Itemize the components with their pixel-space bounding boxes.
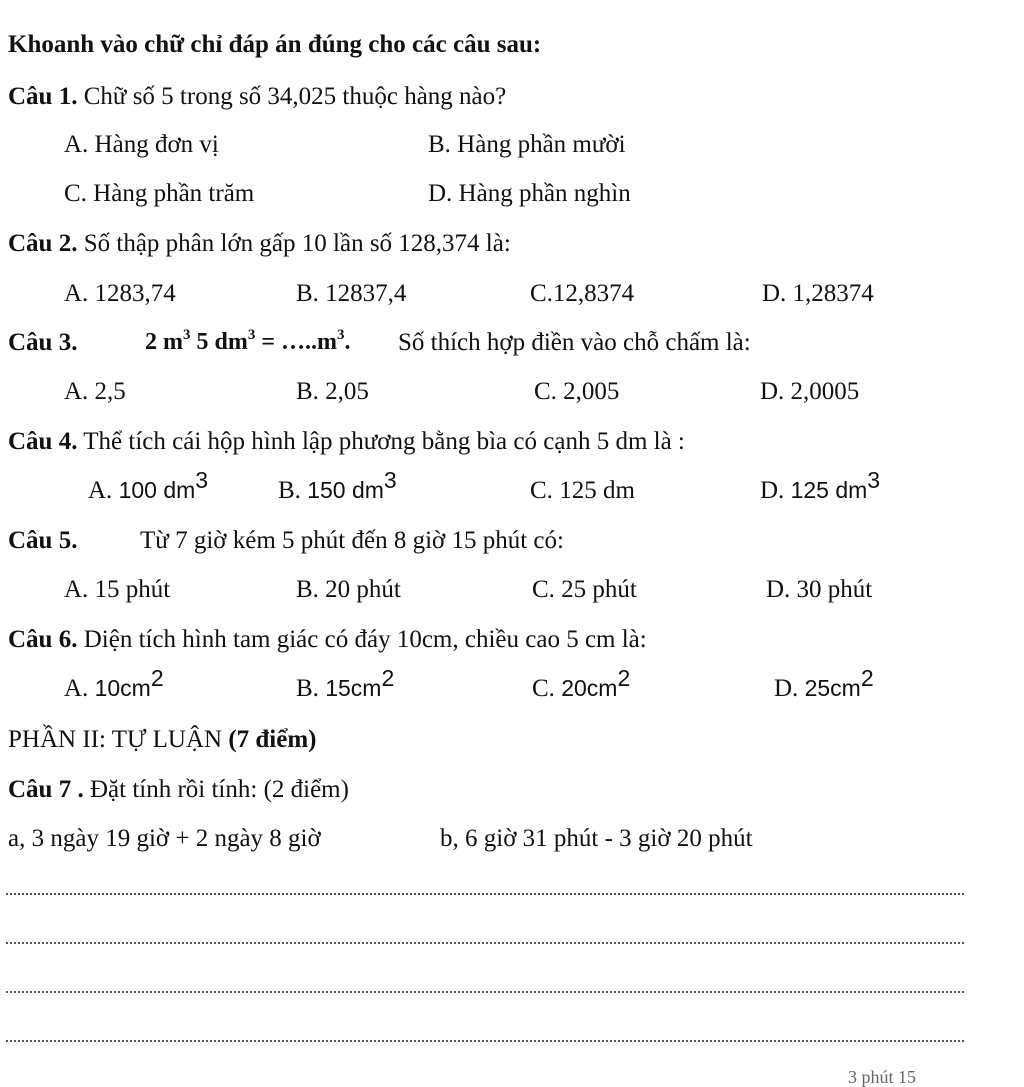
question-3-text: Số thích hợp điền vào chỗ chấm là: (398, 329, 751, 356)
answer-line[interactable] (6, 893, 964, 895)
question-1-option-a[interactable]: A. Hàng đơn vị (64, 131, 219, 158)
question-7-part-b: b, 6 giờ 31 phút - 3 giờ 20 phút (440, 825, 753, 852)
answer-line[interactable] (6, 942, 964, 944)
question-3-option-c[interactable]: C. 2,005 (534, 378, 620, 405)
cut-off-text: 3 phút 15 (848, 1067, 917, 1087)
question-1 (8, 84, 506, 109)
question-6-option-b[interactable]: B. $15cm^2$ (296, 665, 395, 702)
question-7 (8, 777, 349, 802)
answer-line[interactable] (6, 991, 964, 993)
question-4-option-b[interactable]: B. 150 $dm^3$ (278, 467, 397, 504)
question-2 (8, 231, 511, 256)
question-6 (8, 627, 647, 652)
question-3 (8, 330, 77, 355)
part-2-heading: PHẦN II: TỰ LUẬN (7 điểm) (8, 726, 317, 753)
question-5-option-c[interactable]: C. 25 phút (532, 576, 637, 603)
question-1-option-b[interactable]: B. Hàng phần mười (428, 131, 626, 158)
question-3-formula: 2 $m^3$ 5 $dm^3$ = $\dots..m^3$. (145, 327, 351, 355)
question-2-label: Câu 2. (8, 230, 78, 257)
question-2-text: Số thập phân lớn gấp 10 lần số 128,374 là: (77, 230, 511, 257)
question-4 (8, 429, 685, 454)
question-5 (8, 528, 77, 553)
question-2-option-a[interactable]: A. 1283,74 (64, 280, 176, 307)
question-4-option-a[interactable]: A. 100 $dm^3$ (88, 467, 209, 504)
instructions-heading: Khoanh vào chữ chỉ đáp án đúng cho các câu sau: (8, 31, 542, 58)
question-7-label: Câu 7 . (8, 776, 84, 803)
question-1-option-d[interactable]: D. Hàng phần nghìn (428, 180, 631, 207)
question-5-option-d[interactable]: D. 30 phút (766, 576, 873, 603)
question-6-label: Câu 6. (8, 626, 78, 653)
question-5-text: Từ 7 giờ kém 5 phút đến 8 giờ 15 phút có: (140, 527, 564, 554)
question-1-label: Câu 1. (8, 83, 78, 110)
question-5-label: Câu 5. (8, 527, 78, 554)
question-7-part-a: a, 3 ngày 19 giờ + 2 ngày 8 giờ (8, 825, 321, 852)
question-2-option-c[interactable]: C.12,8374 (530, 280, 635, 307)
question-2-option-d[interactable]: D. 1,28374 (762, 280, 874, 307)
question-3-option-b[interactable]: B. 2,05 (296, 378, 369, 405)
answer-line[interactable] (6, 1040, 964, 1042)
question-1-text: Chữ số 5 trong số 34,025 thuộc hàng nào? (77, 83, 507, 110)
question-3-option-d[interactable]: D. 2,0005 (760, 378, 860, 405)
question-4-label: Câu 4. (8, 428, 78, 455)
question-4-text: Thể tích cái hộp hình lập phương bằng bìa có cạnh 5 dm là : (77, 428, 685, 455)
question-3-label: Câu 3. (8, 329, 78, 356)
question-7-text: Đặt tính rồi tính: (2 điểm) (83, 776, 349, 803)
question-6-option-d[interactable]: D. $25cm^2$ (774, 665, 874, 702)
question-2-option-b[interactable]: B. 12837,4 (296, 280, 407, 307)
question-6-option-a[interactable]: A. $10cm^2$ (64, 665, 164, 702)
question-5-option-b[interactable]: B. 20 phút (296, 576, 401, 603)
question-4-option-c[interactable]: C. 125 dm (530, 477, 635, 504)
question-5-option-a[interactable]: A. 15 phút (64, 576, 171, 603)
question-1-option-c[interactable]: C. Hàng phần trăm (64, 180, 255, 207)
question-3-option-a[interactable]: A. 2,5 (64, 378, 126, 405)
question-6-option-c[interactable]: C. $20cm^2$ (532, 665, 631, 702)
question-6-text: Diện tích hình tam giác có đáy 10cm, chiều cao 5 cm là: (77, 626, 647, 653)
question-4-option-d[interactable]: D. 125 $dm^3$ (760, 467, 881, 504)
